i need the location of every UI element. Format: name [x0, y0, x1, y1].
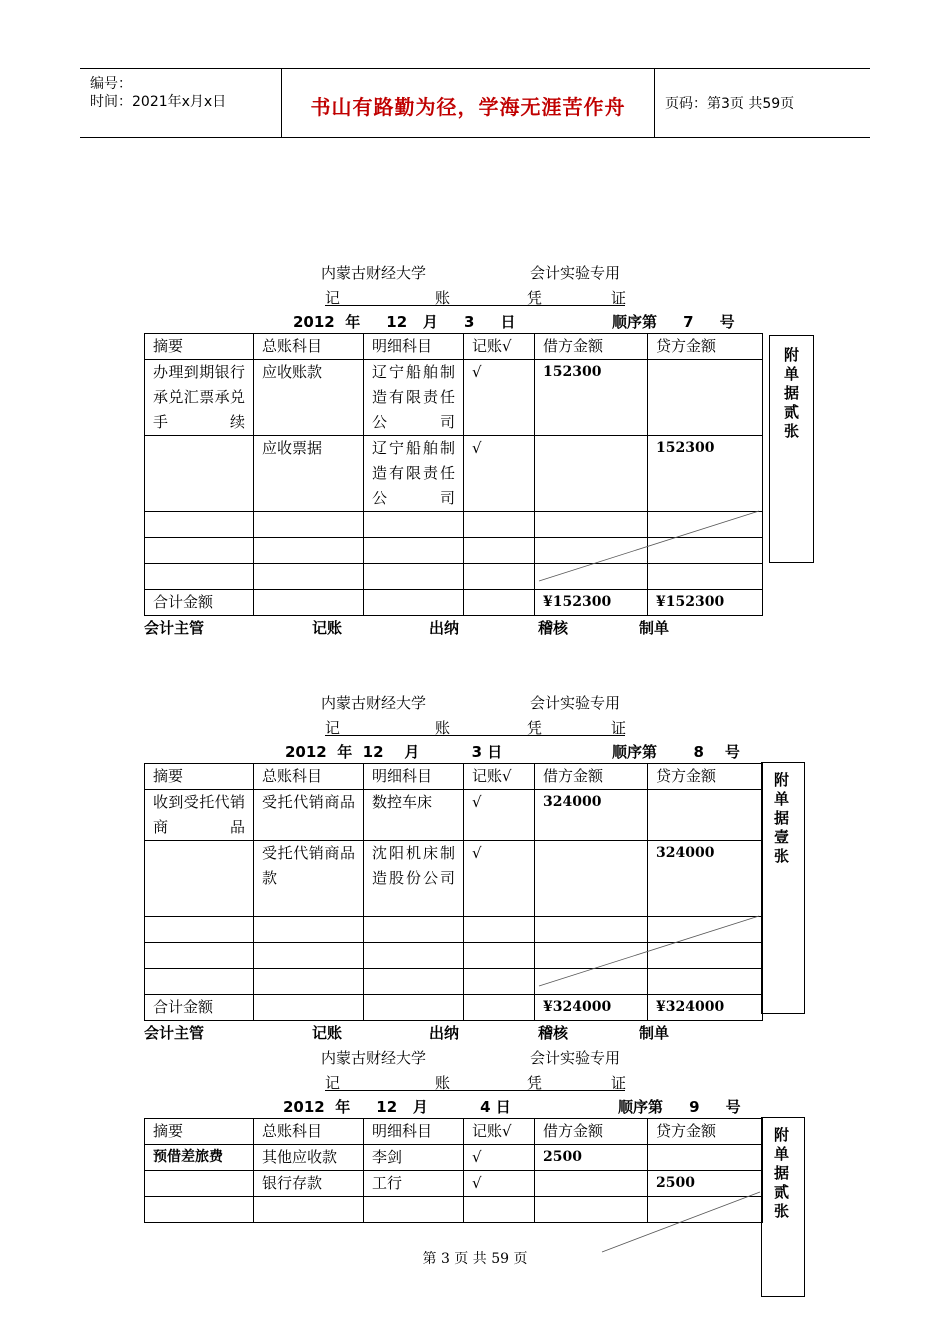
header-motto-cell — [282, 69, 655, 137]
debit-cell: 2500 — [535, 1145, 648, 1171]
posted-cell: √ — [464, 790, 535, 841]
sig-supervisor: 会计主管 — [144, 1024, 205, 1042]
credit-cell: 324000 — [648, 841, 763, 917]
title-char: 凭 — [527, 289, 543, 307]
voucher-date: 2012 年 12 月 4 日 — [283, 1098, 511, 1116]
voucher-tag: 会计实验专用 — [530, 1049, 621, 1067]
table-row — [145, 564, 763, 590]
posted-cell: √ — [464, 1171, 535, 1197]
debit-cell — [535, 1171, 648, 1197]
voucher-title — [325, 287, 625, 307]
total-debit: ¥324000 — [535, 995, 648, 1021]
column-header: 明细科目 — [364, 334, 464, 360]
table-row — [145, 1171, 763, 1197]
debit-cell: 324000 — [535, 790, 648, 841]
table-row — [145, 512, 763, 538]
sig-auditor: 稽核 — [538, 1024, 569, 1042]
title-char: 凭 — [527, 1074, 543, 1092]
column-header: 总账科目 — [254, 334, 364, 360]
table-row — [145, 360, 763, 436]
account-cell: 银行存款 — [254, 1171, 364, 1197]
voucher-title — [325, 717, 625, 737]
attachment-char: 壹 — [774, 828, 790, 846]
title-char: 证 — [611, 1074, 627, 1092]
table-row — [145, 1197, 763, 1223]
account-cell: 其他应收款 — [254, 1145, 364, 1171]
credit-cell — [648, 790, 763, 841]
detail-cell: 工行 — [364, 1171, 464, 1197]
attachment-char: 张 — [774, 1202, 790, 1220]
attachment-char: 据 — [774, 809, 790, 827]
voucher-date: 2012 年 12 月 3 日 — [293, 313, 516, 331]
table-row — [145, 538, 763, 564]
total-label: 合计金额 — [145, 995, 254, 1021]
attachment-char: 单 — [774, 1145, 790, 1163]
title-char: 记 — [325, 1074, 341, 1092]
column-header: 摘要 — [145, 334, 254, 360]
school-name: 内蒙古财经大学 — [321, 264, 427, 282]
header-page-cell — [655, 69, 870, 137]
detail-cell: 辽宁船舶制造有限责任公司 — [364, 436, 464, 512]
sig-supervisor: 会计主管 — [144, 619, 205, 637]
detail-cell: 沈阳机床制造股份公司 — [364, 841, 464, 917]
title-char: 凭 — [527, 719, 543, 737]
posted-cell: √ — [464, 360, 535, 436]
column-header: 记账√ — [464, 334, 535, 360]
attachment-char: 贰 — [784, 403, 800, 421]
column-header: 总账科目 — [254, 1119, 364, 1145]
account-cell: 应收账款 — [254, 360, 364, 436]
table-row — [145, 790, 763, 841]
table-row — [145, 841, 763, 917]
credit-cell: 152300 — [648, 436, 763, 512]
sig-cashier: 出纳 — [429, 619, 460, 637]
summary-cell: 办理到期银行承兑汇票承兑手续 — [145, 360, 254, 436]
sig-auditor: 稽核 — [538, 619, 569, 637]
title-char: 账 — [435, 1074, 451, 1092]
attachment-char: 贰 — [774, 1183, 790, 1201]
attachment-char: 附 — [774, 1126, 790, 1144]
page-code: 页码：第3页 共59页 — [665, 96, 795, 112]
account-cell: 受托代销商品款 — [254, 841, 364, 917]
voucher-table — [144, 333, 763, 616]
voucher-seq: 顺序第 7 号 — [612, 313, 735, 331]
voucher-table — [144, 1118, 763, 1223]
summary-cell — [145, 841, 254, 917]
title-char: 记 — [325, 719, 341, 737]
sig-preparer: 制单 — [639, 619, 670, 637]
attachment-box — [769, 335, 814, 563]
header-meta — [80, 69, 282, 137]
attachment-char: 附 — [784, 346, 800, 364]
column-header: 总账科目 — [254, 764, 364, 790]
school-name: 内蒙古财经大学 — [321, 694, 427, 712]
title-char: 账 — [435, 289, 451, 307]
summary-cell: 预借差旅费 — [145, 1145, 254, 1171]
title-char: 记 — [325, 289, 341, 307]
column-header: 摘要 — [145, 1119, 254, 1145]
total-row — [145, 590, 763, 616]
page-header — [80, 68, 870, 138]
attachment-box — [761, 762, 805, 1014]
table-header-row — [145, 334, 763, 360]
sig-cashier: 出纳 — [429, 1024, 460, 1042]
voucher-seq: 顺序第 8 号 — [612, 743, 740, 761]
serial-label: 编号： — [90, 76, 132, 92]
school-name: 内蒙古财经大学 — [321, 1049, 427, 1067]
table-row — [145, 969, 763, 995]
title-char: 证 — [611, 289, 627, 307]
page-footer: 第 3 页 共 59 页 — [422, 1251, 528, 1267]
credit-cell: 2500 — [648, 1171, 763, 1197]
column-header: 借方金额 — [535, 334, 648, 360]
detail-cell: 辽宁船舶制造有限责任公司 — [364, 360, 464, 436]
attachment-char: 张 — [774, 847, 790, 865]
voucher-tag: 会计实验专用 — [530, 264, 621, 282]
column-header: 贷方金额 — [648, 764, 763, 790]
table-header-row — [145, 1119, 763, 1145]
time-label: 时间：2021年x月x日 — [90, 94, 227, 110]
account-cell: 受托代销商品 — [254, 790, 364, 841]
total-row — [145, 995, 763, 1021]
attachment-box — [761, 1117, 805, 1297]
credit-cell — [648, 360, 763, 436]
voucher-date: 2012 年 12 月 3 日 — [285, 743, 503, 761]
column-header: 贷方金额 — [648, 334, 763, 360]
voucher-tag: 会计实验专用 — [530, 694, 621, 712]
total-debit: ¥152300 — [535, 590, 648, 616]
debit-cell — [535, 436, 648, 512]
column-header: 摘要 — [145, 764, 254, 790]
table-row — [145, 943, 763, 969]
summary-cell — [145, 1171, 254, 1197]
sig-bookkeeper: 记账 — [312, 619, 343, 637]
total-label: 合计金额 — [145, 590, 254, 616]
posted-cell: √ — [464, 841, 535, 917]
voucher-table — [144, 763, 763, 1021]
summary-cell — [145, 436, 254, 512]
column-header: 借方金额 — [535, 1119, 648, 1145]
title-char: 账 — [435, 719, 451, 737]
table-row — [145, 1145, 763, 1171]
detail-cell: 李剑 — [364, 1145, 464, 1171]
table-row — [145, 436, 763, 512]
column-header: 明细科目 — [364, 1119, 464, 1145]
detail-cell: 数控车床 — [364, 790, 464, 841]
column-header: 明细科目 — [364, 764, 464, 790]
voucher-seq: 顺序第 9 号 — [618, 1098, 741, 1116]
attachment-char: 单 — [774, 790, 790, 808]
column-header: 记账√ — [464, 764, 535, 790]
credit-cell — [648, 1145, 763, 1171]
attachment-char: 据 — [774, 1164, 790, 1182]
posted-cell: √ — [464, 436, 535, 512]
voucher-title — [325, 1072, 625, 1092]
account-cell: 应收票据 — [254, 436, 364, 512]
table-header-row — [145, 764, 763, 790]
attachment-char: 单 — [784, 365, 800, 383]
sig-bookkeeper: 记账 — [312, 1024, 343, 1042]
sig-preparer: 制单 — [639, 1024, 670, 1042]
column-header: 贷方金额 — [648, 1119, 763, 1145]
posted-cell: √ — [464, 1145, 535, 1171]
column-header: 借方金额 — [535, 764, 648, 790]
total-credit: ¥152300 — [648, 590, 763, 616]
summary-cell: 收到受托代销商品 — [145, 790, 254, 841]
attachment-char: 张 — [784, 422, 800, 440]
table-row — [145, 917, 763, 943]
total-credit: ¥324000 — [648, 995, 763, 1021]
column-header: 记账√ — [464, 1119, 535, 1145]
attachment-char: 据 — [784, 384, 800, 402]
motto: 书山有路勤为径，学海无涯苦作舟 — [310, 95, 626, 119]
debit-cell — [535, 841, 648, 917]
attachment-char: 附 — [774, 771, 790, 789]
debit-cell: 152300 — [535, 360, 648, 436]
title-char: 证 — [611, 719, 627, 737]
